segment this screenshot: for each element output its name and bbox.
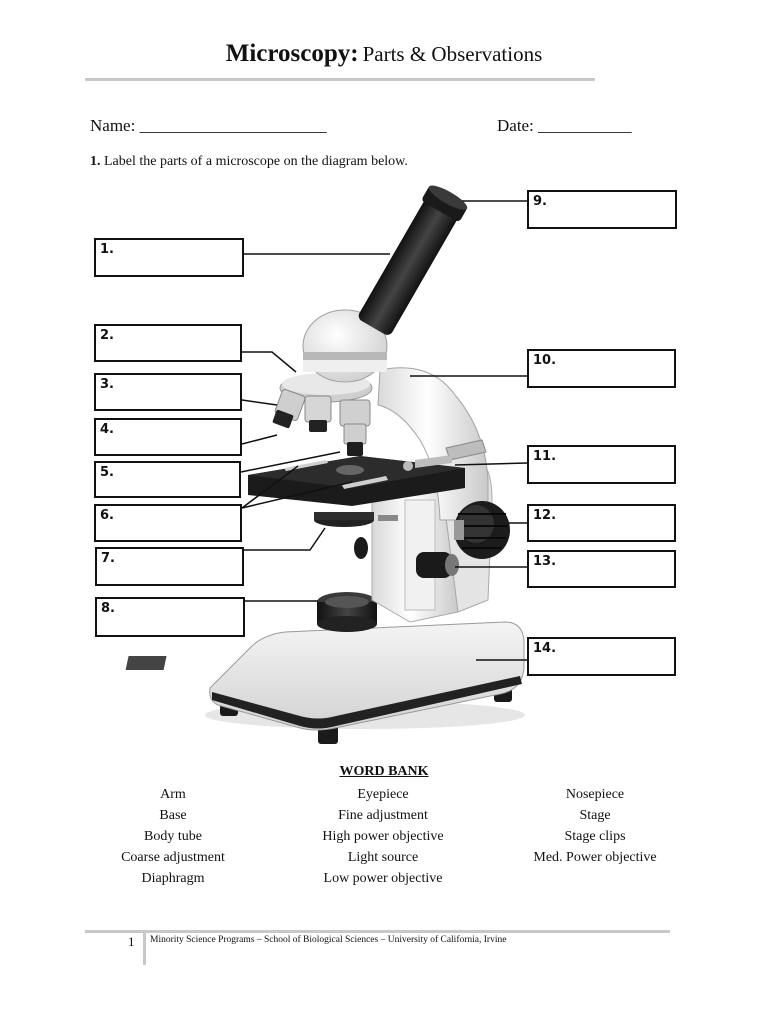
word-bank-item: Fine adjustment xyxy=(338,808,428,823)
word-bank-item: Diaphragm xyxy=(141,871,205,886)
label-box-2[interactable]: 2. xyxy=(94,324,242,362)
medium-power-objective xyxy=(305,396,331,432)
word-bank-item: Eyepiece xyxy=(357,787,409,802)
word-bank-item: Stage xyxy=(579,808,611,823)
word-bank-title: WORD BANK xyxy=(339,764,429,779)
label-box-8[interactable]: 8. xyxy=(95,597,245,637)
footer-text: Minority Science Programs – School of Biological Sciences – University of California, Irvine xyxy=(150,935,507,945)
title-rest: Parts & Observations xyxy=(362,42,543,66)
label-box-10[interactable]: 10. xyxy=(527,349,676,388)
page-number: 1 xyxy=(128,934,135,949)
question-number: 1. xyxy=(90,154,101,169)
fine-adjustment-knob-left xyxy=(354,537,368,559)
label-box-3[interactable]: 3. xyxy=(94,373,242,411)
label-box-6[interactable]: 6. xyxy=(94,504,242,542)
label-box-4[interactable]: 4. xyxy=(94,418,242,456)
label-box-14[interactable]: 14. xyxy=(527,637,676,676)
label-box-7[interactable]: 7. xyxy=(95,547,244,586)
label-box-11[interactable]: 11. xyxy=(527,445,676,484)
word-bank-item: Arm xyxy=(160,787,186,802)
word-bank-column-1 xyxy=(98,784,248,889)
word-bank-column-3 xyxy=(510,784,680,868)
word-bank-item: Stage clips xyxy=(564,829,626,844)
date-field[interactable]: Date: ___________ xyxy=(497,116,632,135)
label-box-1[interactable]: 1. xyxy=(94,238,244,277)
word-bank-item: Med. Power objective xyxy=(533,850,657,865)
label-box-12[interactable]: 12. xyxy=(527,504,676,542)
word-bank-item: High power objective xyxy=(322,829,444,844)
footer-vertical-divider xyxy=(143,933,146,965)
base-badge xyxy=(126,656,167,670)
name-field[interactable]: Name: ______________________ xyxy=(90,116,327,135)
stage-aperture xyxy=(336,465,364,475)
label-box-5[interactable]: 5. xyxy=(94,461,241,498)
word-bank-item: Low power objective xyxy=(323,871,443,886)
low-power-objective xyxy=(272,389,306,429)
title-bold: Microscopy: xyxy=(225,40,359,67)
high-power-objective xyxy=(340,400,370,456)
word-bank-item: Nosepiece xyxy=(565,787,625,802)
word-bank-item: Light source xyxy=(347,850,419,865)
footer-divider xyxy=(85,930,670,933)
word-bank-column-2 xyxy=(298,784,468,889)
word-bank-item: Body tube xyxy=(144,829,202,844)
label-box-13[interactable]: 13. xyxy=(527,550,676,588)
question-text: Label the parts of a microscope on the diagram below. xyxy=(104,154,408,169)
body-tube xyxy=(354,181,470,338)
word-bank-item: Base xyxy=(159,808,187,823)
label-box-9[interactable]: 9. xyxy=(527,190,677,229)
word-bank-item: Coarse adjustment xyxy=(121,850,225,865)
